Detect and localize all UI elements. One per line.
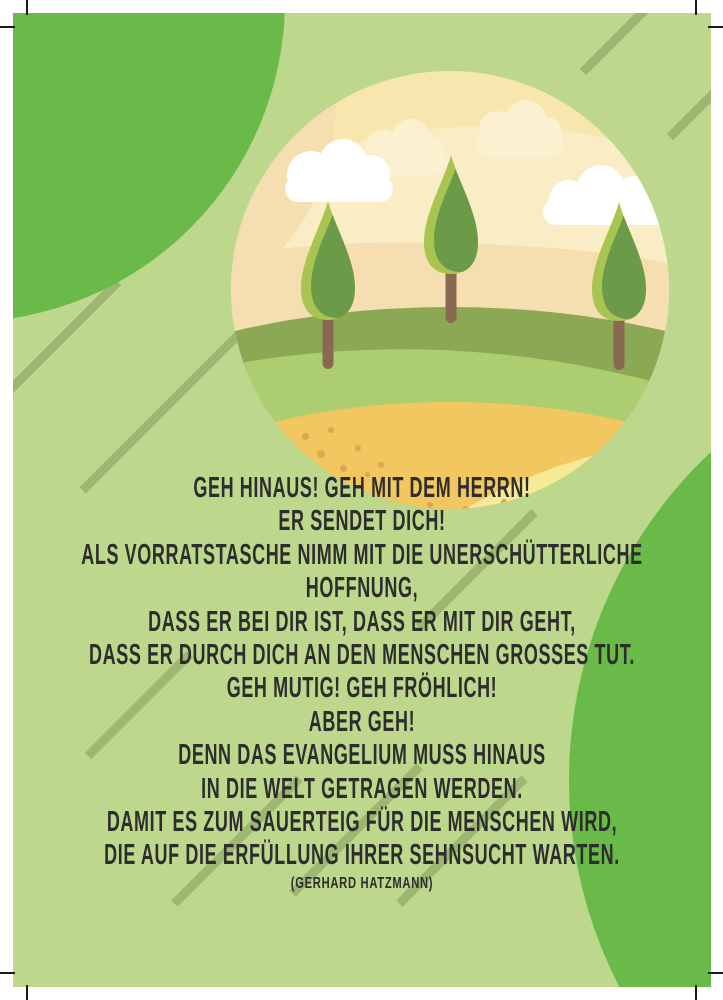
seed-dot (317, 450, 325, 458)
diagonal-stripe (580, 13, 649, 75)
crop-mark (26, 985, 28, 1000)
quote-line (13, 773, 711, 806)
diagonal-stripe (79, 322, 250, 493)
quote-line-text: DASS ER BEI DIR IST, DASS ER MIT DIR GEHT, (148, 605, 576, 638)
quote-text (13, 472, 711, 895)
quote-line (13, 539, 711, 572)
quote-line (13, 739, 711, 772)
cloud-icon (285, 139, 393, 202)
crop-mark (708, 26, 723, 28)
quote-line-text: GEH MUTIG! GEH FRÖHLICH! (226, 672, 498, 705)
quote-line-text: DENN DAS EVANGELIUM MUSS HINAUS (178, 739, 546, 772)
seed-dot (328, 427, 334, 433)
seed-dot (355, 445, 361, 451)
quote-line-text: HOFFNUNG, (305, 572, 419, 605)
quote-line-text: ALS VORRATSTASCHE NIMM MIT DIE UNERSCHÜTTERLICHE (81, 538, 643, 571)
crop-mark (0, 26, 15, 28)
quote-line-text: DIE AUF DIE ERFÜLLUNG IHRER SEHNSUCHT WARTEN. (104, 839, 620, 872)
quote-line (13, 806, 711, 839)
cloud-icon (477, 100, 563, 157)
crop-mark (695, 985, 697, 1000)
tree-icon (420, 155, 482, 323)
seed-dot (378, 462, 384, 468)
quote-line (13, 706, 711, 739)
landscape-illustration (231, 71, 669, 509)
tree-icon (297, 201, 359, 369)
attribution-text: (GERHARD HATZMANN) (290, 874, 434, 892)
quote-line-text: GEH HINAUS! GEH MIT DEM HERRN! (193, 472, 531, 504)
quote-line (13, 672, 711, 705)
tree-icon (588, 202, 650, 370)
quote-line (13, 572, 711, 605)
seed-dot (340, 465, 347, 472)
attribution (13, 873, 711, 895)
quote-line (13, 606, 711, 639)
diagonal-stripe (667, 86, 711, 140)
quote-line-text: IN DIE WELT GETRAGEN WERDEN. (201, 772, 523, 805)
quote-line-text: DAMIT ES ZUM SAUERTEIG FÜR DIE MENSCHEN WIRD, (106, 805, 618, 838)
quote-line-text: ABER GEH! (308, 705, 416, 738)
quote-line (13, 639, 711, 672)
crop-mark (26, 0, 28, 15)
quote-line (13, 472, 711, 505)
quote-line (13, 505, 711, 538)
poster-artwork (13, 13, 711, 987)
crop-mark (0, 972, 15, 974)
seed-dot (302, 433, 309, 440)
quote-line (13, 839, 711, 872)
quote-line-text: ER SENDET DICH! (278, 505, 446, 538)
quote-line-text: DASS ER DURCH DICH AN DEN MENSCHEN GROSSES TUT. (89, 638, 635, 671)
crop-mark (695, 0, 697, 15)
crop-mark (708, 972, 723, 974)
